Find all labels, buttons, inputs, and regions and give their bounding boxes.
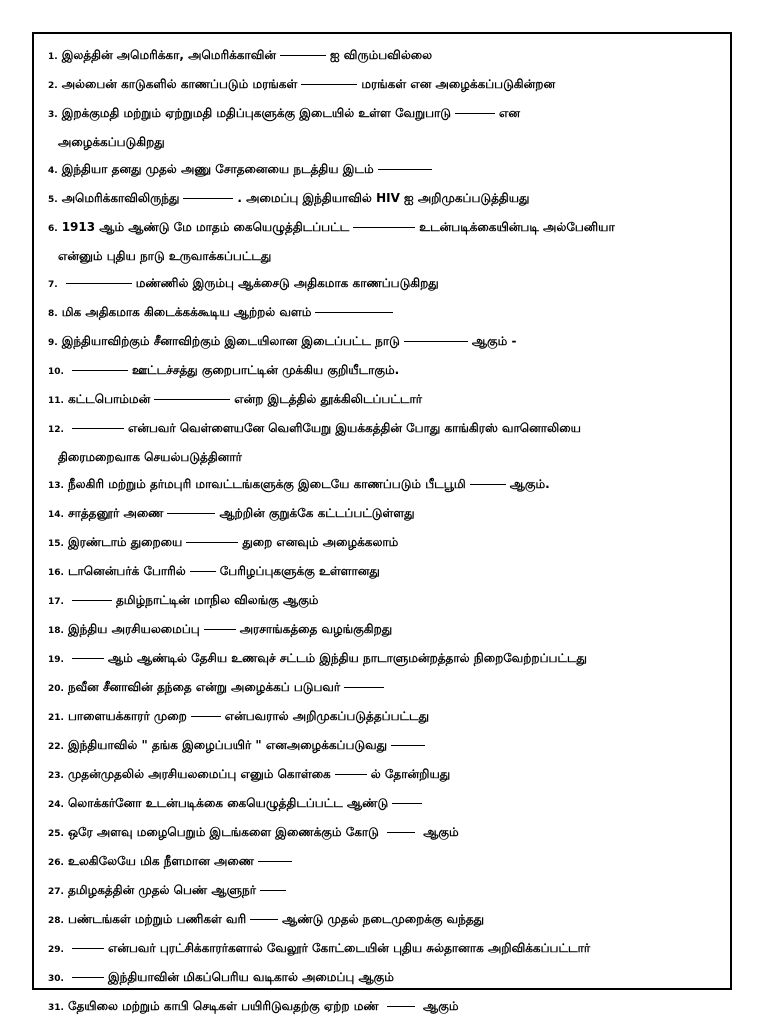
question-item (48, 386, 716, 415)
answer-blank (72, 948, 104, 949)
question-text-continued: அழைக்கப்படுகிறது (58, 135, 165, 149)
question-text-continued: என்னும் புதிய நாடு உருவாக்கப்பட்டது (58, 249, 272, 263)
answer-blank (72, 658, 104, 659)
answer-blank (387, 1006, 415, 1007)
question-item (48, 819, 716, 848)
question-number: 23. (48, 771, 64, 781)
question-text-before: பண்டங்கள் மற்றும் பணிகள் வரி (67, 912, 247, 926)
question-text-before: இந்தியா தனது முதல் அணு சோதனையை நடத்திய இடம் (61, 162, 374, 176)
question-text-after: . அமைப்பு இந்தியாவில் HIV ஐ அறிமுகப்படுத்தியது (237, 191, 530, 205)
question-text-before: அல்பைன் காடுகளில் காணப்படும் மரங்கள் (61, 77, 298, 91)
answer-blank (344, 687, 384, 688)
answer-blank (191, 716, 221, 717)
question-number: 11. (48, 396, 64, 406)
question-number: 7. (48, 280, 58, 290)
question-number: 15. (48, 539, 64, 549)
question-text-before: இறக்குமதி மற்றும் ஏற்றுமதி மதிப்புகளுக்கு இடையில் உள்ள வேறுபாடு (61, 106, 452, 120)
answer-blank (204, 629, 236, 630)
question-item (48, 935, 716, 964)
question-text-after: என்பவர் புரட்சிக்காரர்களால் வேலூர் கோட்டையின் புதிய சுல்தானாக அறிவிக்கப்பட்டார் (107, 941, 591, 955)
question-text-after: ஆம் ஆண்டில் தேசிய உணவுச் சட்டம் இந்திய நாடாளுமன்றத்தால் நிறைவேற்றப்பட்டது (107, 651, 587, 665)
question-text-before: இரண்டாம் துறையை (67, 535, 183, 549)
question-number: 14. (48, 510, 64, 520)
question-number: 30. (48, 974, 64, 984)
question-text-before: பாளையக்காரர் முறை (67, 709, 187, 723)
question-number: 19. (48, 655, 64, 665)
answer-blank (250, 919, 278, 920)
question-text-before: உலகிலேயே மிக நீளமான அணை (67, 854, 254, 868)
question-number: 26. (48, 858, 64, 868)
question-text-before: கட்டபொம்மன் (67, 392, 151, 406)
question-text-before: டானென்பர்க் போரில் (67, 564, 186, 578)
question-number: 27. (48, 887, 64, 897)
question-item (48, 42, 716, 71)
question-item (48, 790, 716, 819)
answer-blank (190, 571, 216, 572)
question-text-after: ல் தோன்றியது (370, 767, 451, 781)
answer-blank (378, 169, 432, 170)
question-text-after: உடன்படிக்கையின்படி அல்பேனியா (419, 220, 615, 234)
question-number: 10. (48, 367, 64, 377)
answer-blank (315, 312, 393, 313)
question-text-after: பேரிழப்புகளுக்கு உள்ளானது (219, 564, 380, 578)
question-text-before: முதன்முதலில் அரசியலமைப்பு எனும் கொள்கை (67, 767, 331, 781)
question-number: 21. (48, 713, 64, 723)
question-item (48, 732, 716, 761)
question-number: 2. (48, 81, 58, 91)
question-text-after: ஊட்டச்சத்து குறைபாட்டின் முக்கிய குறியீடாகும். (131, 363, 400, 377)
question-text-before: தமிழகத்தின் முதல் பெண் ஆளுநர் (67, 883, 256, 897)
question-item (48, 587, 716, 616)
answer-blank (335, 774, 367, 775)
question-text-before: ஒரே அளவு மழைபெறும் இடங்களை இணைக்கும் கோடு (67, 825, 384, 839)
question-number: 16. (48, 568, 64, 578)
answer-blank (186, 542, 238, 543)
question-number: 20. (48, 684, 64, 694)
question-text-after: என்பவரால் அறிமுகப்படுத்தப்பட்டது (224, 709, 430, 723)
answer-blank (72, 600, 112, 601)
answer-blank (72, 977, 104, 978)
question-item (48, 185, 716, 214)
question-item (48, 357, 716, 386)
question-item (48, 500, 716, 529)
question-text-after: ஆகும் (419, 825, 459, 839)
question-text-before: அமெரிக்காவிலிருந்து (61, 191, 180, 205)
question-text-after: ஆண்டு முதல் நடைமுறைக்கு வந்தது (282, 912, 485, 926)
question-item (48, 529, 716, 558)
answer-blank (387, 832, 415, 833)
question-text-continued: திரைமறைவாக செயல்படுத்தினார் (58, 450, 242, 464)
question-number: 8. (48, 309, 58, 319)
question-number: 28. (48, 916, 64, 926)
question-number: 18. (48, 626, 64, 636)
question-number: 29. (48, 945, 64, 955)
question-item (48, 674, 716, 703)
question-text-before: மிக அதிகமாக கிடைக்கக்கூடிய ஆற்றல் வளம் (61, 305, 312, 319)
question-item (48, 71, 716, 100)
question-text-before: நீலகிரி மற்றும் தர்மபுரி மாவட்டங்களுக்கு இடையே காணப்படும் பீடபூமி (67, 477, 466, 491)
question-text-after: ஐ விரும்பவில்லை (330, 48, 433, 62)
question-text-before: தேயிலை மற்றும் காபி செடிகள் பயிரிடுவதற்கு ஏற்ற மண் (67, 999, 383, 1013)
answer-blank (404, 341, 468, 342)
answer-blank (72, 370, 128, 371)
question-number: 9. (48, 338, 58, 348)
question-text-before: இந்தியாவில் " தங்க இழைப்பயிர் " எனஅழைக்கப்படுவது (67, 738, 388, 752)
question-text-before: இந்தியாவிற்கும் சீனாவிற்கும் இடையிலான இடைப்பட்ட நாடு (61, 334, 400, 348)
question-number: 5. (48, 195, 58, 205)
answer-blank (72, 428, 124, 429)
question-item (48, 761, 716, 790)
answer-blank (455, 113, 495, 114)
question-text-after: என (499, 106, 521, 120)
answer-blank (470, 484, 506, 485)
question-text-after: ஆகும் (418, 999, 459, 1013)
question-number: 22. (48, 742, 64, 752)
question-item (48, 703, 716, 732)
question-number: 17. (48, 597, 64, 607)
question-text-after: இந்தியாவின் மிகப்பெரிய வடிகால் அமைப்பு ஆகும் (107, 970, 394, 984)
question-number: 4. (48, 166, 58, 176)
answer-blank (260, 890, 286, 891)
answer-blank (301, 84, 357, 85)
question-item (48, 471, 716, 500)
question-number: 25. (48, 829, 64, 839)
question-text-after: மண்ணில் இரும்பு ஆக்சைடு அதிகமாக காணப்படுகிறது (135, 276, 439, 290)
question-number: 24. (48, 800, 64, 810)
question-text-after: ஆகும். (509, 477, 550, 491)
question-number: 3. (48, 110, 58, 120)
question-text-before: நவீன சீனாவின் தந்தை என்று அழைக்கப் படுபவர் (67, 680, 341, 694)
question-text-after: அரசாங்கத்தை வழங்குகிறது (239, 622, 393, 636)
question-text-after: என்ற இடத்தில் தூக்கிலிடப்பட்டார் (234, 392, 422, 406)
question-text-after: என்பவர் வெள்ளையனே வெளியேறு இயக்கத்தின் போது காங்கிரஸ் வானொலியை (127, 421, 581, 435)
answer-blank (392, 803, 422, 804)
question-number: 31. (48, 1003, 64, 1013)
question-item (48, 156, 716, 185)
question-text-before: சாத்தனூர் அணை (67, 506, 164, 520)
question-number: 1. (48, 52, 58, 62)
question-number: 12. (48, 425, 64, 435)
answer-blank (167, 513, 215, 514)
question-item (48, 877, 716, 906)
question-number: 6. (48, 224, 58, 234)
question-item (48, 415, 716, 471)
question-item (48, 645, 716, 674)
answer-blank (391, 745, 425, 746)
question-number: 13. (48, 481, 64, 491)
question-item (48, 964, 716, 993)
answer-blank (258, 861, 292, 862)
question-item (48, 906, 716, 935)
answer-blank (154, 399, 230, 400)
answer-blank (353, 227, 415, 228)
question-text-after: துறை எனவும் அழைக்கலாம் (242, 535, 399, 549)
question-text-before: இந்திய அரசியலமைப்பு (67, 622, 200, 636)
answer-blank (66, 283, 132, 284)
question-text-after: ஆகும் - (471, 334, 517, 348)
question-sheet (32, 32, 732, 1013)
answer-blank (183, 198, 233, 199)
question-item (48, 848, 716, 877)
question-item (48, 616, 716, 645)
answer-blank (280, 55, 326, 56)
question-item (48, 100, 716, 156)
question-item (48, 214, 716, 270)
question-text-after: மரங்கள் என அழைக்கப்படுகின்றன (361, 77, 556, 91)
question-item (48, 299, 716, 328)
question-text-before: லொக்கர்னோ உடன்படிக்கை கையெழுத்திடப்பட்ட ஆண்டு (67, 796, 389, 810)
question-item (48, 993, 716, 1022)
question-item (48, 328, 716, 357)
question-item (48, 270, 716, 299)
question-text-after: ஆற்றின் குறுக்கே கட்டப்பட்டுள்ளது (219, 506, 415, 520)
question-text-before: 1913 ஆம் ஆண்டு மே மாதம் கையெழுத்திடப்பட்ட (61, 220, 350, 234)
question-text-before: இலத்தின் அமெரிக்கா, அமெரிக்காவின் (61, 48, 276, 62)
question-item (48, 558, 716, 587)
question-text-after: தமிழ்நாட்டின் மாநில விலங்கு ஆகும் (115, 593, 319, 607)
